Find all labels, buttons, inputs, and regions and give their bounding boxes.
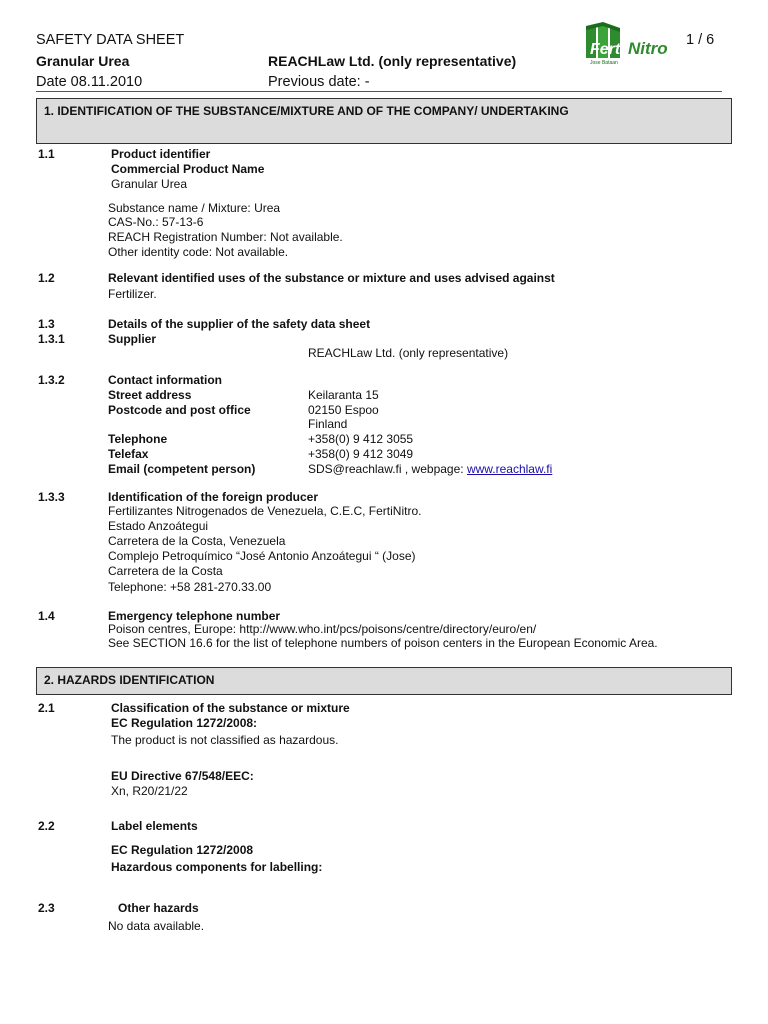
svg-text:Jose Bataan: Jose Bataan <box>590 60 618 66</box>
section-1-3-2-number: 1.3.2 <box>38 373 65 387</box>
street-address-label: Street address <box>108 388 192 402</box>
substance-name: Substance name / Mixture: Urea <box>108 201 281 215</box>
header-divider <box>36 91 722 92</box>
email-label: Email (competent person) <box>108 462 256 476</box>
header-date: Date 08.11.2010 <box>36 74 143 90</box>
street-address-value: Keilaranta 15 <box>308 388 379 402</box>
section-2-header <box>36 667 732 695</box>
supplier-label: Supplier <box>108 332 157 346</box>
producer-line: Fertilizantes Nitrogenados de Venezuela, C.E.C, FertiNitro. <box>108 504 422 518</box>
hazardous-components-label: Hazardous components for labelling: <box>111 860 323 874</box>
telephone-value: +358(0) 9 412 3055 <box>308 432 414 446</box>
section-2-1-number: 2.1 <box>38 701 55 715</box>
section-1-3-1-number: 1.3.1 <box>38 332 65 346</box>
identified-use: Fertilizer. <box>108 287 157 301</box>
label-ec-regulation: EC Regulation 1272/2008 <box>111 843 254 857</box>
email-row <box>308 462 552 476</box>
webpage-link[interactable]: www.reachlaw.fi <box>466 462 553 476</box>
postcode-value: 02150 Espoo <box>308 403 379 417</box>
section-1-title: 1. IDENTIFICATION OF THE SUBSTANCE/MIXTURE AND OF THE COMPANY/ UNDERTAKING <box>44 104 569 118</box>
fertinitro-logo <box>586 22 678 66</box>
section-1-3-heading: Details of the supplier of the safety data sheet <box>108 317 371 331</box>
producer-line: Carretera de la Costa <box>108 564 223 578</box>
commercial-product-name-label: Commercial Product Name <box>111 162 265 176</box>
section-1-4-number: 1.4 <box>38 609 55 623</box>
classification-heading: Classification of the substance or mixture <box>111 701 350 715</box>
contact-info-heading: Contact information <box>108 373 222 387</box>
telefax-label: Telefax <box>108 447 149 461</box>
section-2-2-number: 2.2 <box>38 819 55 833</box>
emergency-phone-heading: Emergency telephone number <box>108 609 281 623</box>
postcode-label: Postcode and post office <box>108 403 251 417</box>
other-hazards-heading: Other hazards <box>118 901 199 915</box>
producer-telephone: Telephone: +58 281-270.33.00 <box>108 580 272 594</box>
section-2-3-number: 2.3 <box>38 901 55 915</box>
poison-centres-line: Poison centres, Europe: http://www.who.int/pcs/poisons/centre/directory/euro/en/ <box>108 622 537 636</box>
section-1-1-heading: Product identifier <box>111 147 211 161</box>
section-1-2-number: 1.2 <box>38 271 55 285</box>
foreign-producer-heading: Identification of the foreign producer <box>108 490 318 504</box>
section-1-2-heading: Relevant identified uses of the substance or mixture and uses advised against <box>108 271 555 285</box>
other-hazards-text: No data available. <box>108 919 205 933</box>
telefax-value: +358(0) 9 412 3049 <box>308 447 414 461</box>
other-identity-code: Other identity code: Not available. <box>108 245 289 259</box>
see-section-line: See SECTION 16.6 for the list of telephone numbers of poison centers in the European Economic Area. <box>108 636 658 650</box>
svg-text:Ferti: Ferti <box>590 41 625 58</box>
label-elements-heading: Label elements <box>111 819 198 833</box>
classification-text: The product is not classified as hazardous. <box>111 733 339 747</box>
eu-directive-label: EU Directive 67/548/EEC: <box>111 769 254 783</box>
section-1-1-number: 1.1 <box>38 147 55 161</box>
header-company: REACHLaw Ltd. (only representative) <box>268 53 517 69</box>
eu-directive-value: Xn, R20/21/22 <box>111 784 188 798</box>
supplier-name: REACHLaw Ltd. (only representative) <box>308 346 509 360</box>
country-value: Finland <box>308 417 348 431</box>
email-value: SDS@reachlaw.fi , webpage: <box>308 462 467 476</box>
header-product-name: Granular Urea <box>36 53 130 69</box>
header-previous-date: Previous date: - <box>268 74 370 90</box>
producer-line: Estado Anzoátegui <box>108 519 209 533</box>
svg-text:Nitro: Nitro <box>628 39 668 58</box>
producer-line: Carretera de la Costa, Venezuela <box>108 534 286 548</box>
telephone-label: Telephone <box>108 432 168 446</box>
commercial-product-name: Granular Urea <box>111 177 188 191</box>
page-number: 1 / 6 <box>686 32 715 48</box>
reach-registration: REACH Registration Number: Not available. <box>108 230 343 244</box>
section-2-title: 2. HAZARDS IDENTIFICATION <box>44 673 215 687</box>
ec-regulation-label: EC Regulation 1272/2008: <box>111 716 258 730</box>
section-1-3-3-number: 1.3.3 <box>38 490 65 504</box>
section-1-header <box>36 98 732 144</box>
section-1-3-number: 1.3 <box>38 317 55 331</box>
producer-line: Complejo Petroquímico “José Antonio Anzoátegui “ (Jose) <box>108 549 416 563</box>
cas-number: CAS-No.: 57-13-6 <box>108 215 204 229</box>
document-title: SAFETY DATA SHEET <box>36 32 185 48</box>
